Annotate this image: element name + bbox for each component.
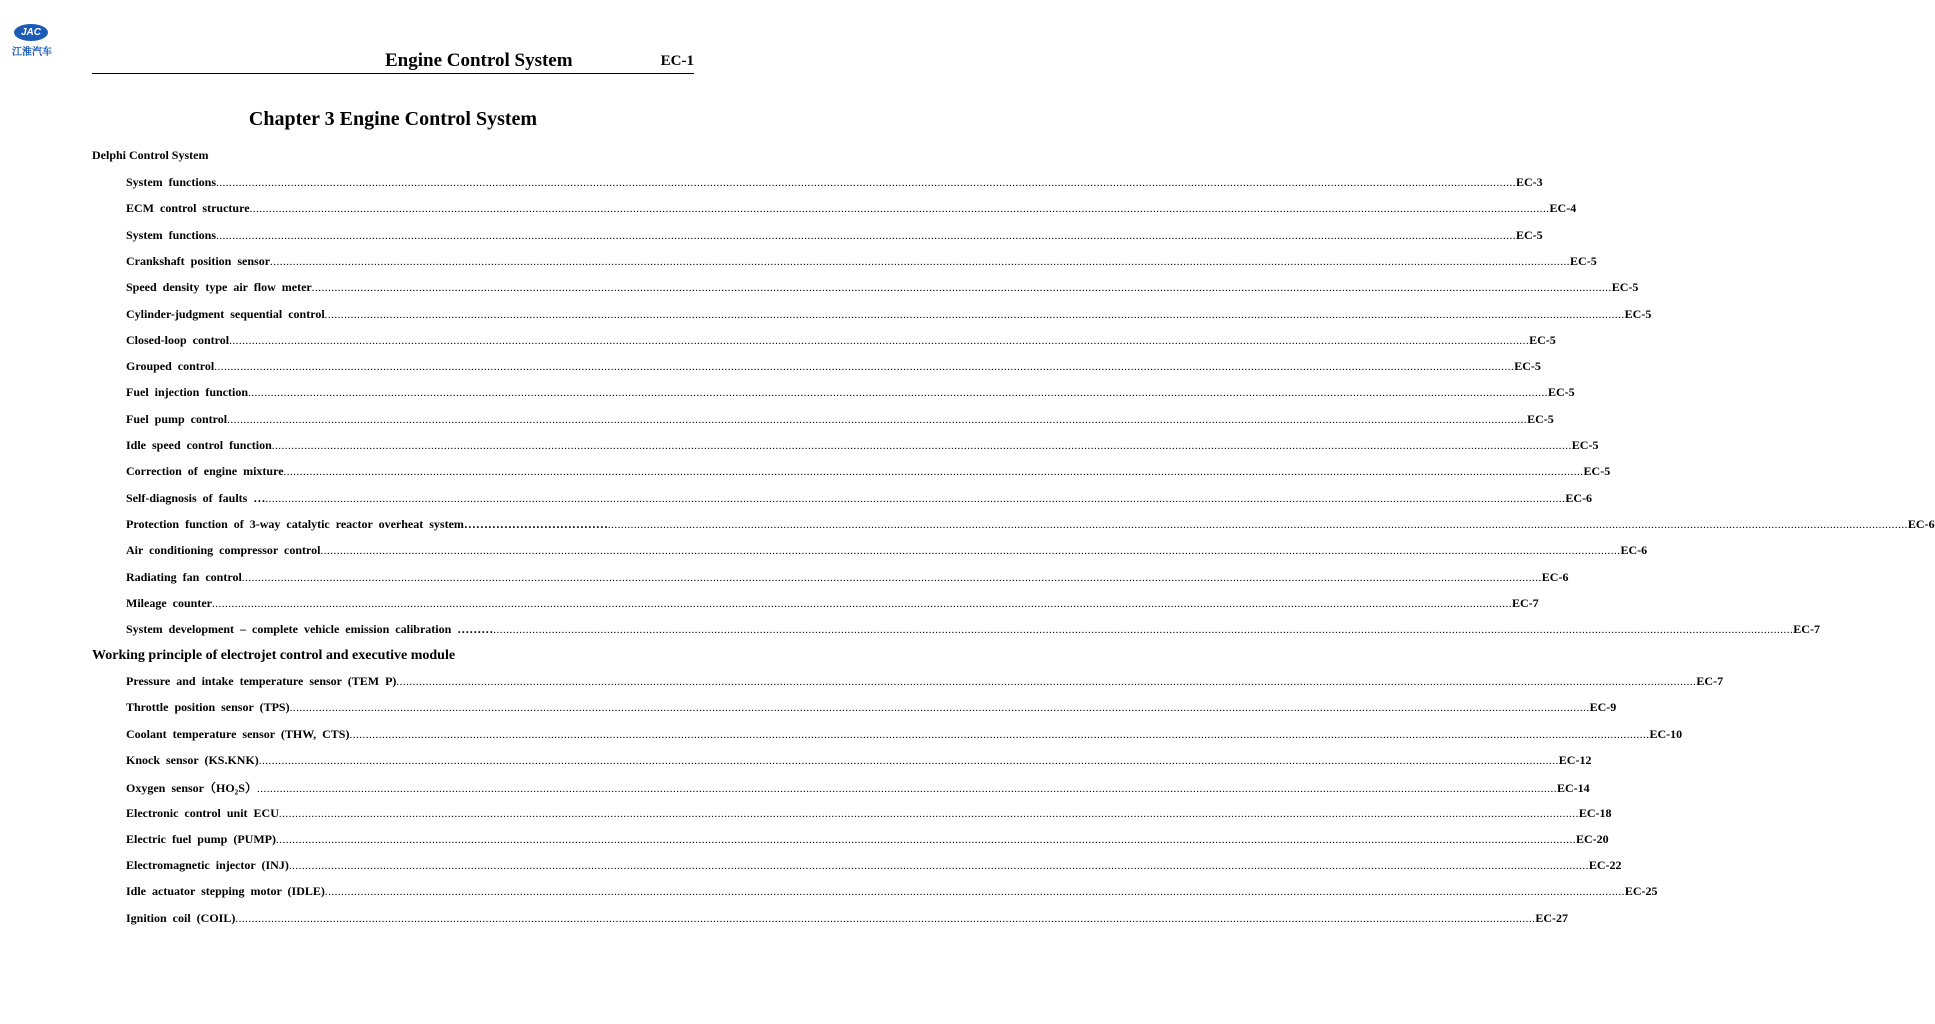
toc-leader-dots: ................................................................................................................................................................................................................................................................................................................................................................................................................ [311, 282, 1612, 295]
toc-entry-label: Idle speed control function [126, 438, 272, 452]
toc-leader-dots: ................................................................................................................................................................................................................................................................................................................................................................................................................ [249, 203, 1550, 216]
toc-leader-dots: ................................................................................................................................................................................................................................................................................................................................................................................................................ [227, 413, 1528, 426]
toc-entry-label: Self-diagnosis of faults … [126, 490, 266, 505]
toc-entry-label: Cylinder-judgment sequential control [126, 306, 325, 321]
toc-entry-label: ECM control structure [126, 201, 250, 216]
toc-leader-dots: ................................................................................................................................................................................................................................................................................................................................................................................................................ [324, 886, 1625, 899]
toc-entry-page: EC-4 [1549, 201, 1577, 216]
toc-entry[interactable] [126, 858, 1622, 874]
toc-entry[interactable] [126, 385, 1575, 401]
toc-entry-label: Throttle position sensor (TPS) [126, 700, 290, 715]
toc-entry-page: EC-18 [1578, 805, 1612, 820]
toc-entry[interactable] [126, 490, 1593, 507]
toc-entry-label: Mileage counter [126, 595, 212, 610]
toc-entry[interactable] [126, 175, 1543, 191]
toc-leader-dots: ................................................................................................................................................................................................................................................................................................................................................................................................................ [289, 702, 1590, 715]
toc-entry-label: Electric fuel pump (PUMP) [126, 831, 276, 846]
toc-entry-page: EC-5 [1624, 306, 1652, 321]
toc-entry-page: EC-5 [1571, 438, 1599, 452]
toc-leader-dots: ................................................................................................................................................................................................................................................................................................................................................................................................................ [216, 229, 1517, 242]
toc-leader-dots: ................................................................................................................................................................................................................................................................................................................................................................................................................ [493, 624, 1794, 637]
toc-entry[interactable] [126, 595, 1539, 612]
toc-entry[interactable] [126, 831, 1609, 848]
chapter-title: Chapter 3 Engine Control System [248, 108, 538, 130]
toc-entry-page: EC-7 [1793, 622, 1820, 637]
toc-entry-page: EC-5 [1570, 253, 1597, 268]
toc-leader-dots: ................................................................................................................................................................................................................................................................................................................................................................................................................ [288, 860, 1589, 873]
toc-entry-page: EC-12 [1558, 752, 1592, 767]
toc-leader-dots: ................................................................................................................................................................................................................................................................................................................................................................................................................ [211, 597, 1512, 610]
toc-entry-label: Pressure and intake temperature sensor (TEM P) [126, 674, 397, 688]
toc-leader-dots: ................................................................................................................................................................................................................................................................................................................................................................................................................ [265, 492, 1566, 505]
toc-leader-dots: ................................................................................................................................................................................................................................................................................................................................................................................................................ [271, 440, 1572, 452]
toc-entry[interactable] [126, 700, 1617, 716]
toc-entry-label: Air conditioning compressor control [126, 543, 321, 558]
toc-entry-label: Idle actuator stepping motor (IDLE) [126, 884, 325, 899]
toc-entry-page: EC-27 [1535, 910, 1569, 925]
toc-entry-page: EC-25 [1624, 884, 1658, 899]
toc-entry[interactable] [126, 253, 1597, 270]
toc-leader-dots: ................................................................................................................................................................................................................................................................................................................................................................................................................ [320, 545, 1621, 558]
toc-entry-label: System functions [126, 227, 217, 242]
toc-leader-dots: ................................................................................................................................................................................................................................................................................................................................................................................................................ [283, 466, 1584, 479]
toc-entry-page: EC-3 [1516, 175, 1543, 189]
toc-entry[interactable] [126, 438, 1599, 454]
toc-leader-dots: ................................................................................................................................................................................................................................................................................................................................................................................................................ [216, 177, 1517, 189]
toc-entry-page: EC-14 [1556, 781, 1590, 796]
toc-entry-label: Coolant temperature sensor (THW, CTS) [126, 726, 350, 741]
toc-entry-page: EC-6 [1620, 543, 1648, 558]
toc-leader-dots: ................................................................................................................................................................................................................................................................................................................................................................................................................ [258, 754, 1559, 767]
toc-leader-dots: ................................................................................................................................................................................................................................................................................................................................................................................................................ [241, 571, 1542, 584]
toc-entry[interactable] [126, 805, 1612, 822]
toc-entry-page: EC-5 [1527, 411, 1554, 426]
toc-entry-label: Protection function of 3-way catalytic reactor overheat system……………………………… [126, 516, 608, 531]
header-title: Engine Control System [385, 50, 573, 71]
toc-entry-label: Fuel injection function [126, 385, 248, 400]
toc-entry[interactable] [126, 752, 1592, 769]
toc-entry-page: EC-7 [1511, 595, 1539, 610]
toc-entry-page: EC-5 [1583, 464, 1611, 479]
toc-entry-page: EC-7 [1696, 674, 1724, 688]
toc-entry-label: Correction of engine mixture [126, 464, 284, 479]
toc-entry-page: EC-10 [1649, 726, 1683, 741]
toc-entry[interactable] [126, 910, 1569, 927]
toc-entry-label: Knock sensor (KS.KNK) [126, 752, 259, 767]
toc-entry-page: EC-9 [1589, 700, 1617, 715]
toc-entry[interactable] [126, 201, 1577, 217]
toc-entry-label: Oxygen sensor（HO₂S） [126, 781, 257, 796]
toc-entry-page: EC-6 [1541, 569, 1569, 584]
toc-leader-dots: ................................................................................................................................................................................................................................................................................................................................................................................................................ [349, 728, 1650, 741]
toc-leader-dots: ................................................................................................................................................................................................................................................................................................................................................................................................................ [324, 308, 1625, 321]
toc-entry-page: EC-5 [1611, 280, 1639, 295]
toc-entry-label: System development – complete vehicle emission calibration ……… [126, 622, 494, 637]
toc-entry-page: EC-6 [1565, 490, 1593, 505]
toc-entry[interactable] [126, 306, 1652, 323]
toc-entry[interactable] [126, 543, 1648, 559]
toc-entry[interactable] [126, 569, 1569, 586]
toc-entry-label: Radiating fan control [126, 569, 242, 584]
toc-entry-page: EC-20 [1575, 831, 1609, 846]
toc-entry[interactable] [126, 359, 1541, 375]
toc-entry[interactable] [126, 332, 1556, 349]
toc-entry[interactable] [126, 464, 1611, 480]
toc-leader-dots: ................................................................................................................................................................................................................................................................................................................................................................................................................ [275, 833, 1576, 846]
toc-entry-page: EC-6 [1907, 516, 1935, 531]
toc-entry[interactable] [126, 411, 1554, 428]
toc-section-heading: Working principle of electrojet control and executive module [92, 648, 456, 663]
toc-entry-page: EC-5 [1516, 227, 1543, 242]
toc-entry-label: Fuel pump control [126, 411, 228, 426]
toc-leader-dots: ................................................................................................................................................................................................................................................................................................................................................................................................................ [248, 387, 1548, 400]
toc-leader-dots: ................................................................................................................................................................................................................................................................................................................................................................................................................ [278, 807, 1579, 820]
toc-entry-label: Crankshaft position sensor [126, 253, 271, 268]
header-rule [92, 73, 694, 74]
header-page-number: EC-1 [660, 53, 694, 69]
toc-entry-label: Grouped control [126, 359, 215, 374]
logo-chinese-name: 江淮汽车 [12, 47, 52, 58]
toc-leader-dots: ................................................................................................................................................................................................................................................................................................................................................................................................................ [235, 912, 1536, 925]
jac-logo [4, 24, 60, 60]
toc-entry[interactable] [126, 726, 1683, 743]
toc-entry-label: Electronic control unit ECU [126, 805, 279, 820]
toc-entry-page: EC-5 [1529, 332, 1556, 347]
toc-leader-dots: ................................................................................................................................................................................................................................................................................................................................................................................................................ [396, 676, 1697, 688]
toc-entry[interactable] [126, 779, 1590, 796]
toc-entry-page: EC-5 [1548, 385, 1575, 400]
toc-entry-page: EC-22 [1588, 858, 1622, 873]
toc-leader-dots: ................................................................................................................................................................................................................................................................................................................................................................................................................ [256, 783, 1557, 796]
toc-section-heading: Delphi Control System [92, 148, 209, 162]
toc-entry[interactable] [126, 280, 1639, 296]
toc-entry-label: Electromagnetic injector (INJ) [126, 858, 289, 873]
toc-leader-dots: ................................................................................................................................................................................................................................................................................................................................................................................................................ [214, 361, 1515, 374]
toc-entry[interactable] [126, 674, 1724, 690]
toc-entry[interactable] [126, 516, 1935, 533]
toc-leader-dots: ................................................................................................................................................................................................................................................................................................................................................................................................................ [270, 255, 1571, 268]
toc-entry-label: Speed density type air flow meter [126, 280, 312, 295]
toc-leader-dots: ................................................................................................................................................................................................................................................................................................................................................................................................................ [607, 518, 1908, 531]
toc-entry-label: Closed-loop control [126, 332, 230, 347]
logo-badge: JAC [14, 24, 48, 41]
toc-leader-dots: ................................................................................................................................................................................................................................................................................................................................................................................................................ [229, 334, 1530, 347]
toc-entry[interactable] [126, 227, 1543, 244]
toc-entry-label: Ignition coil (COIL) [126, 910, 236, 925]
toc-entry[interactable] [126, 884, 1658, 900]
toc-entry[interactable] [126, 622, 1820, 638]
toc-entry-page: EC-5 [1514, 359, 1541, 374]
toc-entry-label: System functions [126, 175, 217, 189]
